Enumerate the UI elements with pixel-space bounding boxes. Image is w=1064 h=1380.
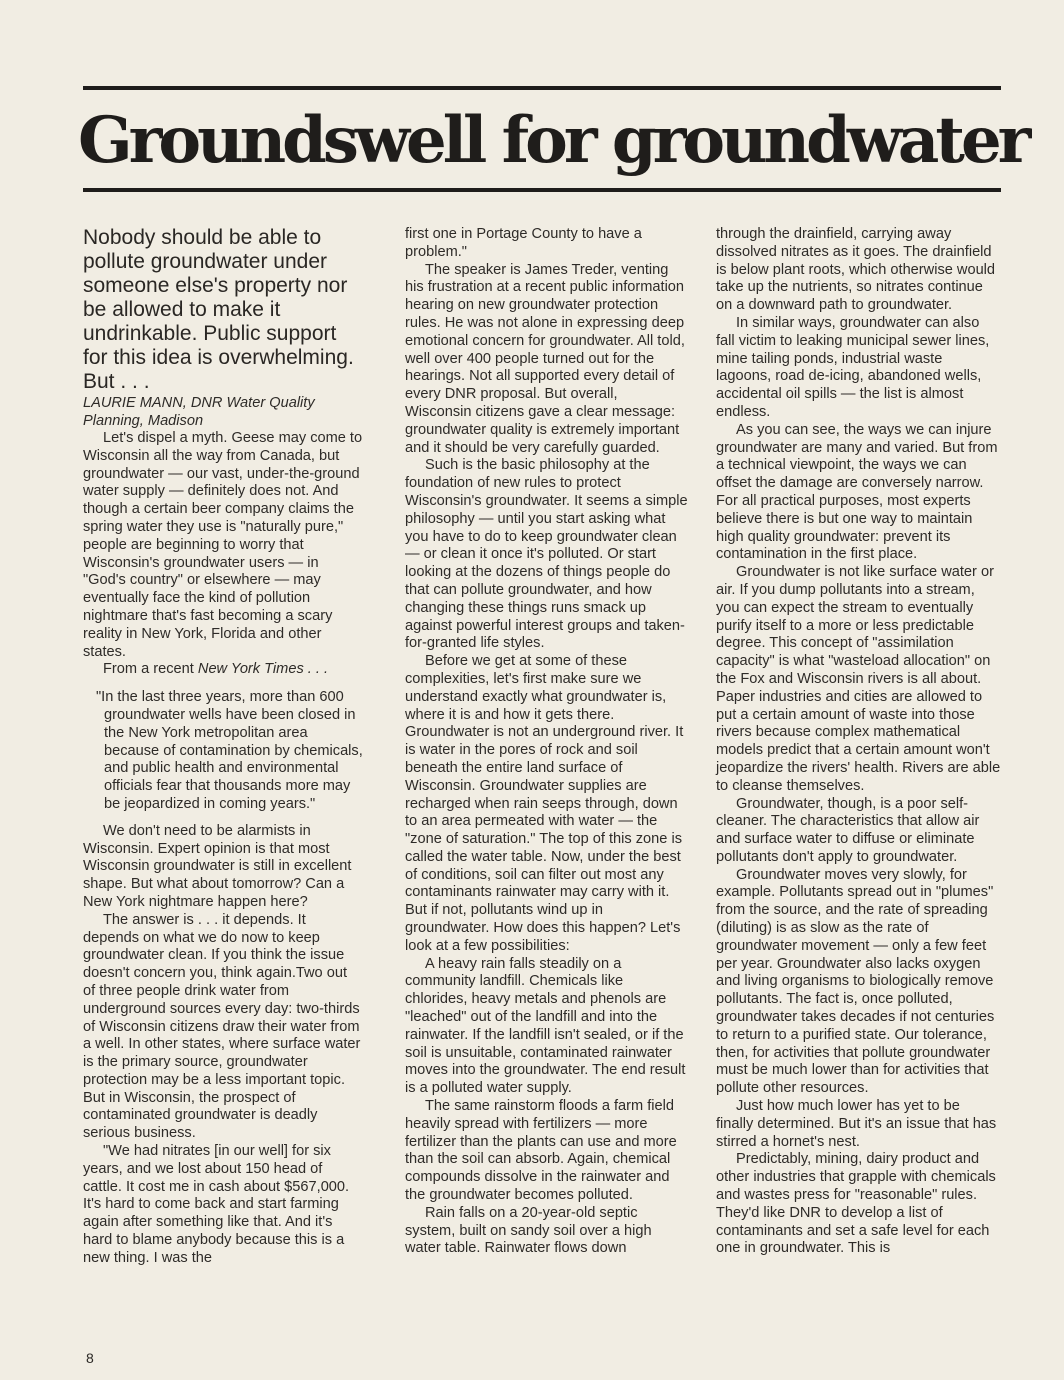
byline-name: LAURIE MANN, DNR Water Quality [83,395,315,411]
paragraph: Such is the basic philosophy at the foundation of new rules to protect Wisconsin's groundwater. It seems a simple philosophy — until you start asking what you have to do to keep groundwater clean — or clean it once it's polluted. Or start looking at the dozens of things people do that can pollute groundwater, and how changing these things runs smack up against powerful interest groups and taken-for-granted life styles. [405,457,688,652]
article-deck: Nobody should be able to pollute groundwater under someone else's property nor be allowed to make it undrinkable. Public support for this idea is overwhelming. But . . . [83,226,354,393]
byline [83,394,363,430]
pull-quote [83,689,363,814]
paragraph: The same rainstorm floods a farm field heavily spread with fertilizers — more fertilizer than the plants can use and more than the soil can absorb. Again, chemical compounds dissolve in the rainwater and the groundwater becomes polluted. [405,1098,677,1204]
quote-text: "In the last three years, more than 600 groundwater wells have been closed in the New York metropolitan area because of contamination by chemicals, and public health and environmental officials fear that thousands more may be jeopardized in coming years." [96,689,363,812]
paragraph: through the drainfield, carrying away dissolved nitrates as it goes. The drainfield is below plant roots, which otherwise would take up the nutrients, so nitrates continue on a downward path to groundwater. [716,226,996,314]
page-number: 8 [86,1350,94,1366]
column-2 [405,226,688,1258]
paragraph: A heavy rain falls steadily on a community landfill. Chemicals like chlorides, heavy metals and phenols are "leached" out of the landfill and into the rainwater. If the landfill isn't sealed, or if the soil is unsuitable, contaminated rainwater moves into the groundwater. The end result is a polluted water supply. [405,955,686,1097]
paragraph: The answer is . . . it depends. It depends on what we do now to keep groundwater clean. If you think the issue doesn't concern you, think again.Two out of three people drink water from underground sources every day: two-thirds of Wisconsin citizens draw their water from a well. In other states, where surface water is the primary source, groundwater protection may be a less important topic. But in Wisconsin, the prospect of contaminated groundwater is deadly serious business. [83,911,361,1142]
paragraph: As you can see, the ways we can injure groundwater are many and varied. But from a technical viewpoint, the ways we can offset the damage are conversely narrow. For all practical purposes, most experts believe there is but one way to maintain high quality groundwater: prevent its contamination in the first place. [716,421,998,563]
paragraph: In similar ways, groundwater can also fall victim to leaking municipal sewer lines, mine tailing ponds, industrial waste lagoons, road de-icing, abandoned wells, accidental oil spills — the list is almost endless. [716,314,990,420]
paragraph: Just how much lower has yet to be finally determined. But it's an issue that has stirred a hornet's nest. [716,1098,997,1150]
article-title: Groundswell for groundwater [78,103,1028,178]
byline-location: Planning, Madison [83,413,204,429]
paragraph: Predictably, mining, dairy product and other industries that grapple with chemicals and wastes press for "reasonable" rules. They'd like DNR to develop a list of contaminants and set a safe level for each one in groundwater. This is [716,1151,996,1257]
paragraph: The speaker is James Treder, venting his frustration at a recent public information hearing on new groundwater protection rules. He was not alone in expressing deep emotional concern for groundwater. All told, well over 400 people turned out for the hearings. Not all supported every detail of every DNR proposal. But overall, Wisconsin citizens gave a clear message: groundwater quality is extremely important and it should be very carefully guarded. [405,261,685,456]
paragraph: Groundwater is not like surface water or air. If you dump pollutants into a stream, you can expect the stream to eventually purify itself to a more or less predictable degree. This concept of "assimilation capacity" is what "wasteload allocation" on the Fox and Wisconsin rivers is all about. Paper industries and cities are allowed to put a certain amount of waste into those rivers because complex mathematical models predict that a certain amount won't jeopardize the rivers' health. Rivers are able to cleanse themselves. [716,564,1001,794]
paragraph: Groundwater moves very slowly, for example. Pollutants spread out in "plumes" from the source, and the rate of spreading (diluting) is as slow as the rate of groundwater movement — only a few feet per year. Groundwater also lacks oxygen and living organisms to biologically remove pollutants. The fact is, once polluted, groundwater takes decades if not centuries to return to a purified state. Our tolerance, then, for activities that pollute groundwater must be much lower than for activities that pollute other resources. [716,866,995,1097]
paragraph [83,661,363,679]
bottom-rule [83,188,1001,192]
paragraph: Let's dispel a myth. Geese may come to Wisconsin all the way from Canada, but groundwater — our vast, under-the-ground water supply — definitely does not. And though a certain beer company claims the spring water they use is "naturally pure," people are beginning to worry that Wisconsin's groundwater users — in "God's country" or elsewhere — may eventually face the kind of pollution nightmare that's fast becoming a scary reality in New York, Florida and other states. [83,430,363,660]
source-name: New York Times . . . [197,661,329,678]
paragraph: first one in Portage County to have a problem." [405,226,642,260]
top-rule [83,86,1001,90]
paragraph: "We had nitrates [in our well] for six years, and we lost about 150 head of cattle. It cost me in cash about $567,000. It's hard to come back and start farming again after something like that. And it's hard to blame anybody because this is a new thing. I was the [83,1143,350,1266]
column-3 [716,226,1001,1258]
source-intro: From a recent [103,661,194,678]
paragraph: Groundwater, though, is a poor self-cleaner. The characteristics that allow air and surface water to diffuse or eliminate pollutants don't apply to groundwater. [716,795,980,865]
paragraph: Rain falls on a 20-year-old septic system, built on sandy soil over a high water table. Rainwater flows down [405,1204,652,1257]
paragraph: Before we get at some of these complexities, let's first make sure we understand exactly what groundwater is, where it is and how it gets there. Groundwater is not an underground river. It is water in the pores of rock and soil beneath the entire land surface of Wisconsin. Groundwater supplies are recharged when rain seeps through, down to an area permeated with water — the "zone of saturation." The top of this zone is called the water table. Now, under the best of conditions, soil can filter out most any contaminants rainwater may carry with it. But if not, pollutants wind up in groundwater. How does this happen? Let's look at a few possibilities: [405,653,684,954]
column-1 [83,226,363,1268]
paragraph: We don't need to be alarmists in Wisconsin. Expert opinion is that most Wisconsin groundwater is still in excellent shape. But what about tomorrow? Can a New York nightmare happen here? [83,822,352,910]
